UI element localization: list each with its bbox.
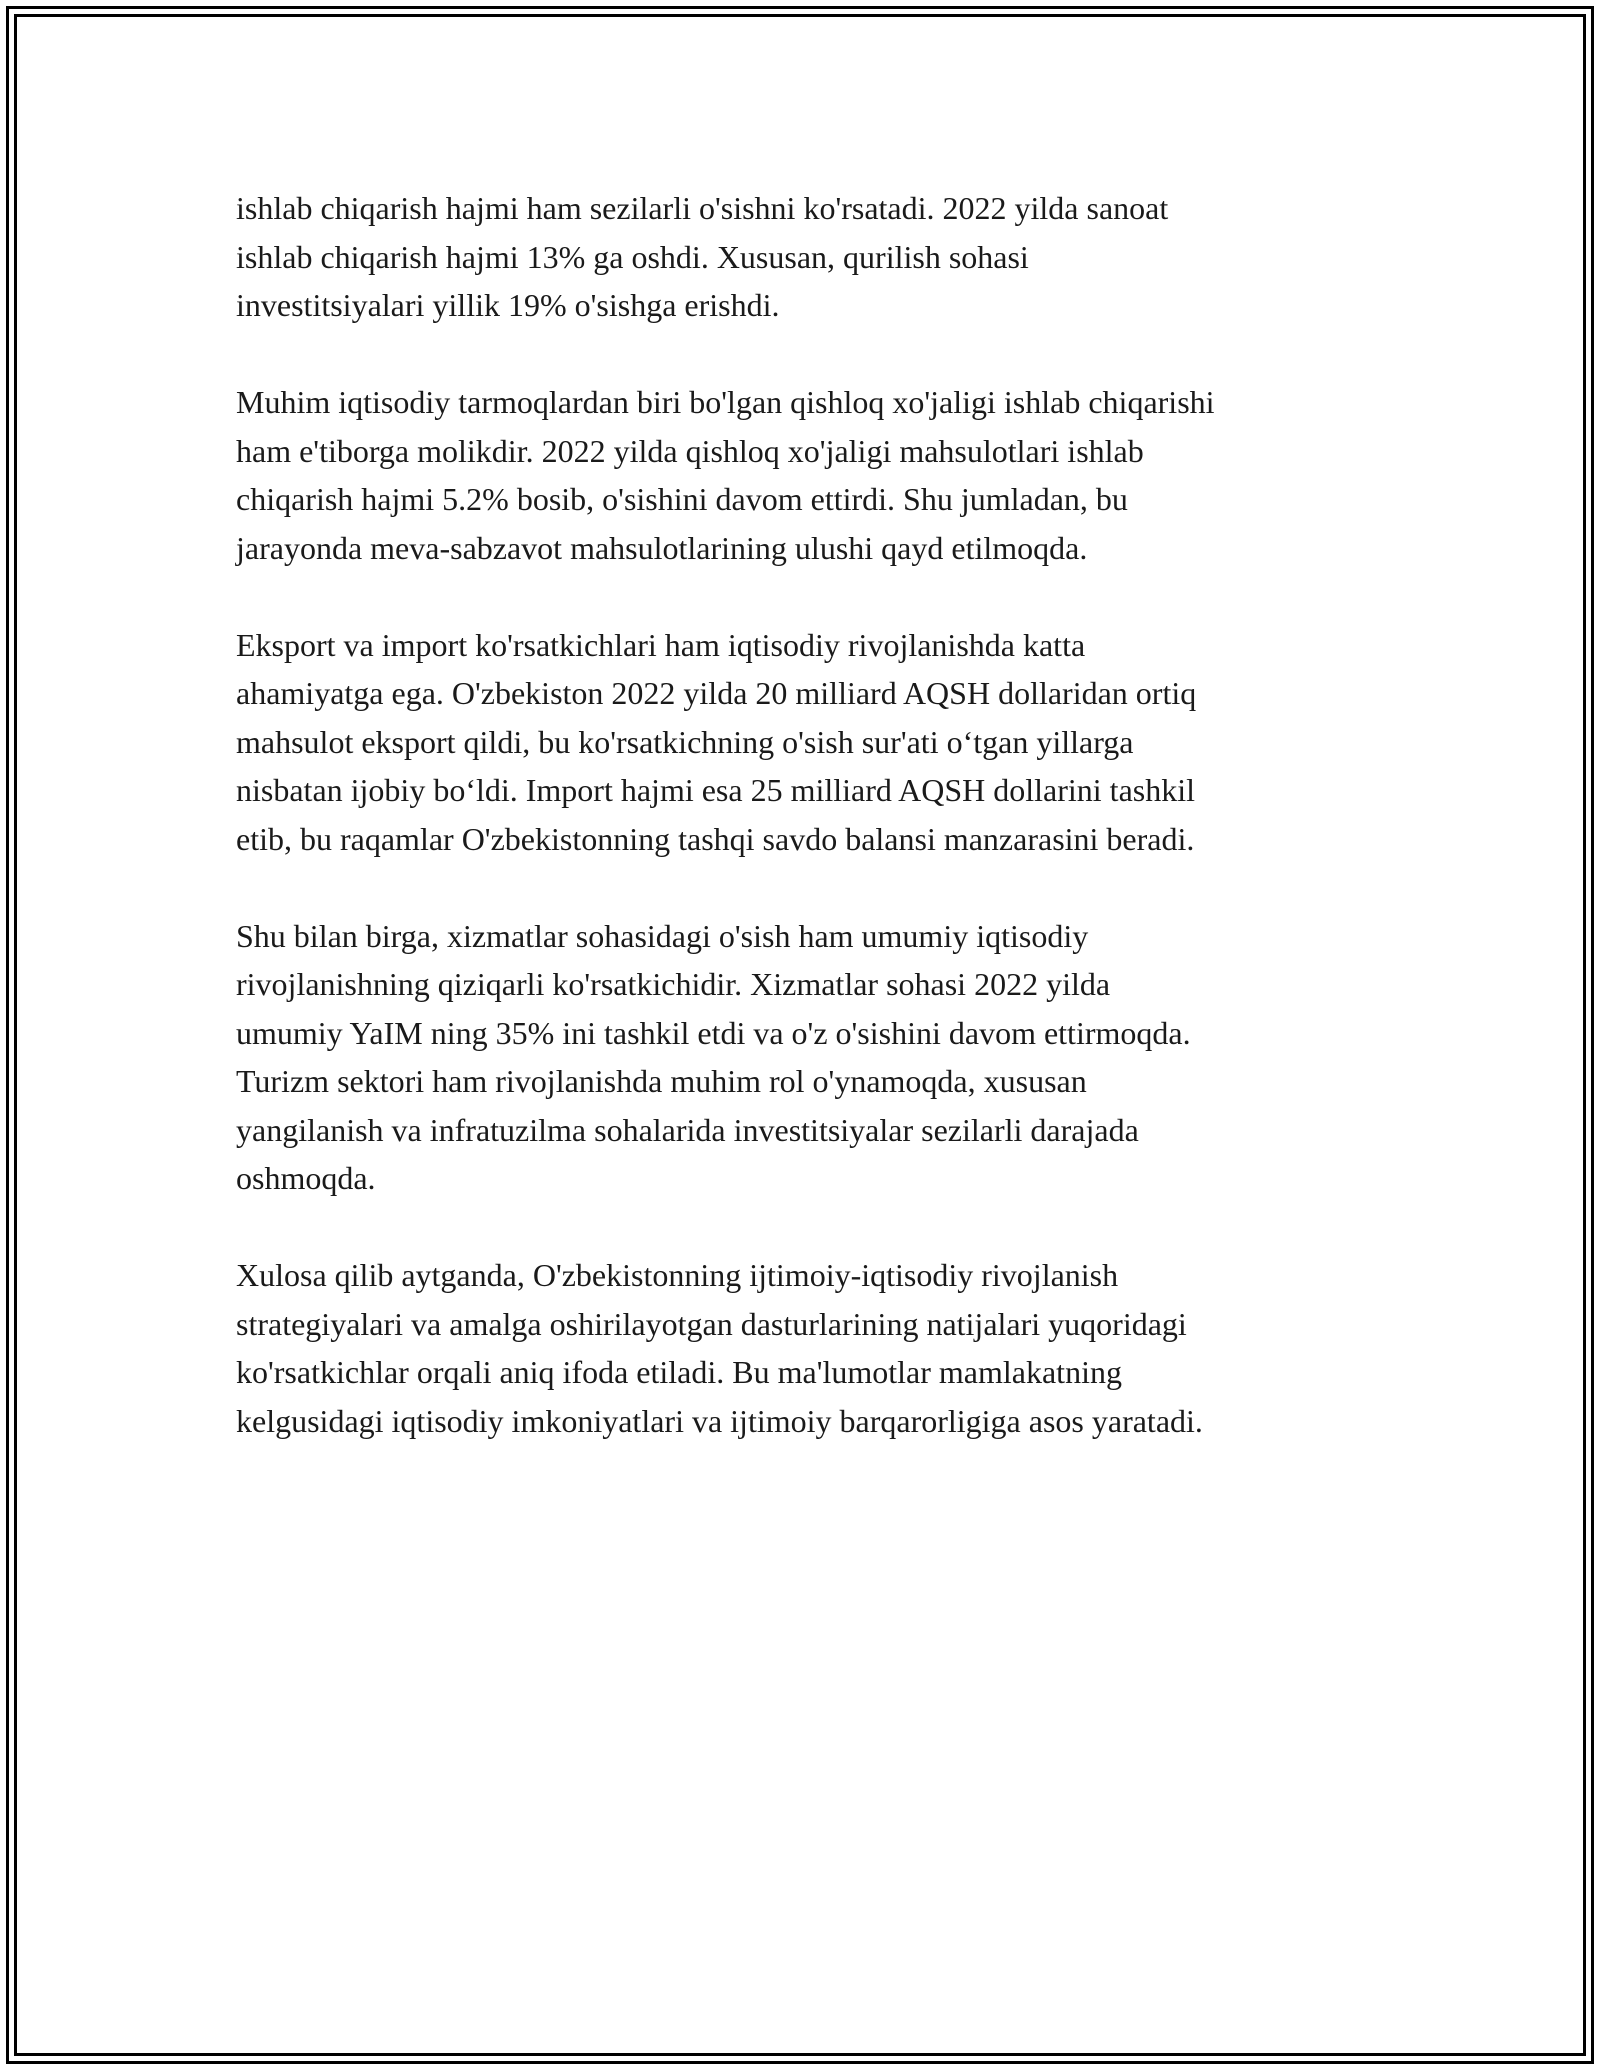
text-line: Shu bilan birga, xizmatlar sohasidagi o'sish ham umumiy iqtisodiy <box>236 917 1089 954</box>
text-line: mahsulot eksport qildi, bu ko'rsatkichning o'sish sur'ati o‘tgan yillarga <box>236 723 1134 760</box>
text-line: etib, bu raqamlar O'zbekistonning tashqi savdo balansi manzarasini beradi. <box>236 820 1195 857</box>
text-line: Xulosa qilib aytganda, O'zbekistonning ijtimoiy-iqtisodiy rivojlanish <box>236 1257 1119 1293</box>
text-line: rivojlanishning qiziqarli ko'rsatkichidir. Xizmatlar sohasi 2022 yilda <box>236 966 1111 1002</box>
text-line: Eksport va import ko'rsatkichlari ham iqtisodiy rivojlanishda katta <box>236 626 1086 663</box>
paragraph-industry <box>236 184 1386 330</box>
text-line: chiqarish hajmi 5.2% bosib, o'sishini davom ettirdi. Shu jumladan, bu <box>236 481 1128 517</box>
text-line: oshmoqda. <box>236 1160 376 1196</box>
text-line: ham e'tiborga molikdir. 2022 yilda qishloq xo'jaligi mahsulotlari ishlab <box>236 432 1144 469</box>
paragraph-conclusion <box>236 1251 1386 1445</box>
text-line: ahamiyatga ega. O'zbekiston 2022 yilda 20 milliard AQSH dollaridan ortiq <box>236 675 1197 711</box>
text-line: investitsiyalari yillik 19% o'sishga erishdi. <box>236 287 780 323</box>
paragraph-agriculture <box>236 378 1386 572</box>
paragraph-services <box>236 912 1386 1203</box>
text-line: Turizm sektori ham rivojlanishda muhim rol o'ynamoqda, xususan <box>236 1063 1087 1099</box>
text-line: kelgusidagi iqtisodiy imkoniyatlari va ijtimoiy barqarorligiga asos yaratadi. <box>236 1402 1203 1439</box>
text-line: ishlab chiqarish hajmi 13% ga oshdi. Xususan, qurilish sohasi <box>236 238 1029 275</box>
text-line: umumiy YaIM ning 35% ini tashkil etdi va o'z o'sishini davom ettirmoqda. <box>236 1014 1191 1051</box>
text-line: jarayonda meva-sabzavot mahsulotlarining ulushi qayd etilmoqda. <box>236 529 1088 566</box>
text-line: ko'rsatkichlar orqali aniq ifoda etiladi. Bu ma'lumotlar mamlakatning <box>236 1354 1122 1390</box>
text-line: Muhim iqtisodiy tarmoqlardan biri bo'lgan qishloq xo'jaligi ishlab chiqarishi <box>236 384 1215 420</box>
text-line: strategiyalari va amalga oshirilayotgan dasturlarining natijalari yuqoridagi <box>236 1305 1187 1342</box>
text-line: nisbatan ijobiy bo‘ldi. Import hajmi esa 25 milliard AQSH dollarini tashkil <box>236 772 1195 808</box>
document-body <box>236 184 1386 1494</box>
text-line: yangilanish va infratuzilma sohalarida investitsiyalar sezilarli darajada <box>236 1111 1139 1148</box>
paragraph-export-import <box>236 621 1386 864</box>
text-line: ishlab chiqarish hajmi ham sezilarli o'sishni ko'rsatadi. 2022 yilda sanoat <box>236 190 1169 226</box>
